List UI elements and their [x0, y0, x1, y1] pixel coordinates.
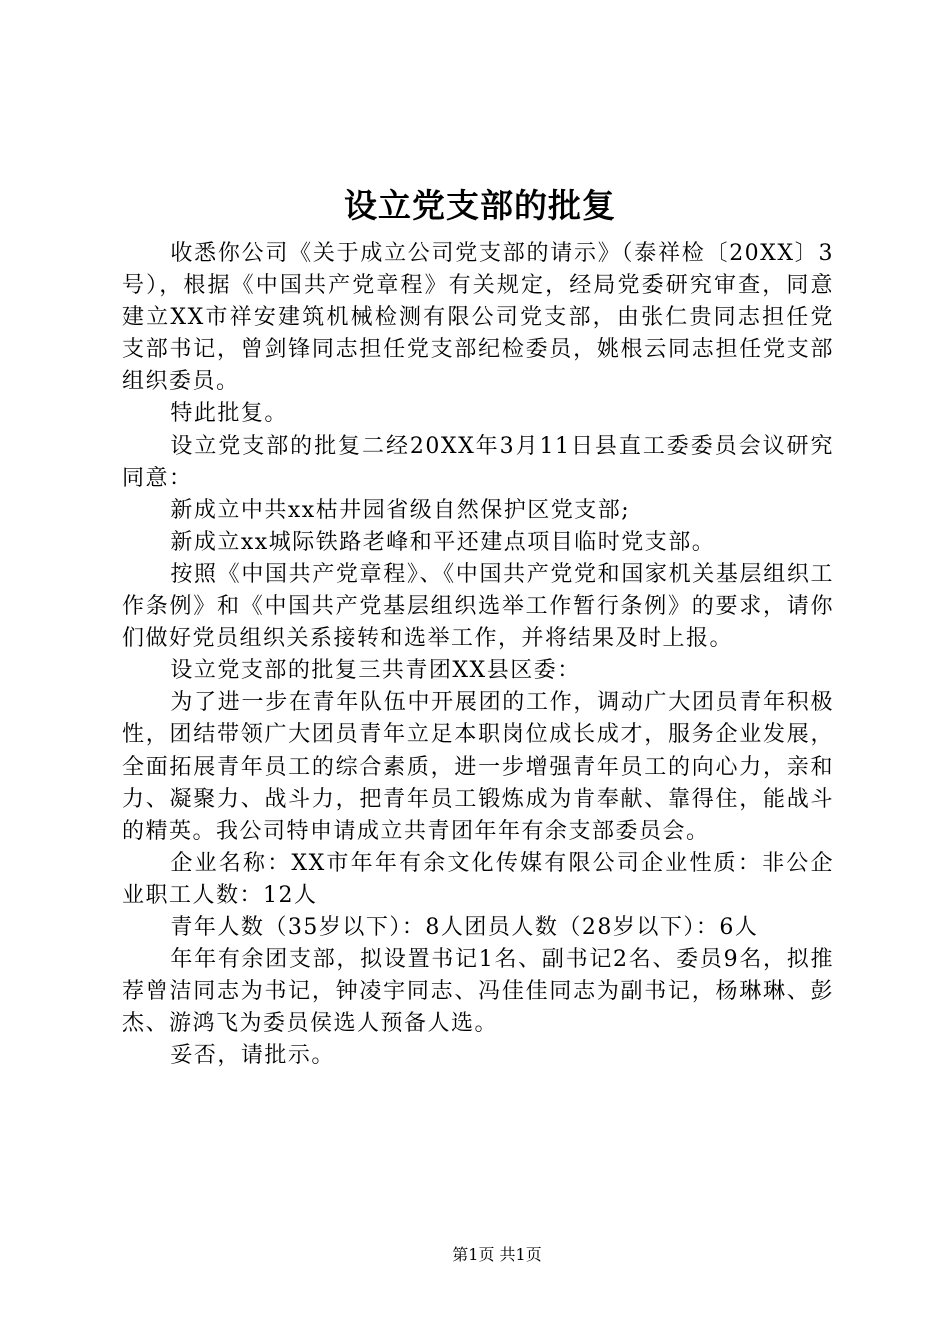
paragraph: 年年有余团支部，拟设置书记1名、副书记2名、委员9名，拟推荐曾洁同志为书记，钟凌宇同志、冯佳佳同志为副书记，杨琳琳、彭杰、游鸿飞为委员侯选人预备人选。: [122, 947, 834, 1037]
document-body: [122, 238, 834, 1072]
paragraph: 收悉你公司《关于成立公司党支部的请示》（泰祥检〔20XX〕3号），根据《中国共产党章程》有关规定，经局党委研究审查，同意建立XX市祥安建筑机械检测有限公司党支部，由张仁贵同志担任党支部书记，曾剑锋同志担任党支部纪检委员，姚根云同志担任党支部组织委员。: [122, 241, 834, 395]
paragraph: 为了进一步在青年队伍中开展团的工作，调动广大团员青年积极性，团结带领广大团员青年立足本职岗位成长成才，服务企业发展，全面拓展青年员工的综合素质，进一步增强青年员工的向心力，亲和力、凝聚力、战斗力，把青年员工锻炼成为肯奉献、靠得住，能战斗的精英。我公司特申请成立共青团年年有余支部委员会。: [122, 690, 834, 844]
paragraph: 新成立中共xx枯井园省级自然保护区党支部;: [170, 497, 631, 523]
paragraph: 企业名称：XX市年年有余文化传媒有限公司企业性质：非公企业职工人数：12人: [122, 850, 834, 908]
paragraph: 设立党支部的批复二经20XX年3月11日县直工委委员会议研究同意：: [122, 433, 834, 491]
paragraph: 青年人数（35岁以下）：8人团员人数（28岁以下）：6人: [170, 914, 759, 940]
paragraph: 特此批复。: [170, 401, 288, 427]
paragraph: 设立党支部的批复三共青团XX县区委：: [170, 658, 581, 684]
page-number-footer: 第1页 共1页: [452, 1245, 542, 1264]
paragraph: 新成立xx城际铁路老峰和平还建点项目临时党支部。: [170, 529, 716, 555]
paragraph: 按照《中国共产党章程》、《中国共产党党和国家机关基层组织工作条例》和《中国共产党基层组织选举工作暂行条例》的要求，请你们做好党员组织关系接转和选举工作，并将结果及时上报。: [122, 561, 834, 652]
document-title: 设立党支部的批复: [344, 186, 616, 225]
paragraph: 妥否，请批示。: [170, 1043, 335, 1069]
